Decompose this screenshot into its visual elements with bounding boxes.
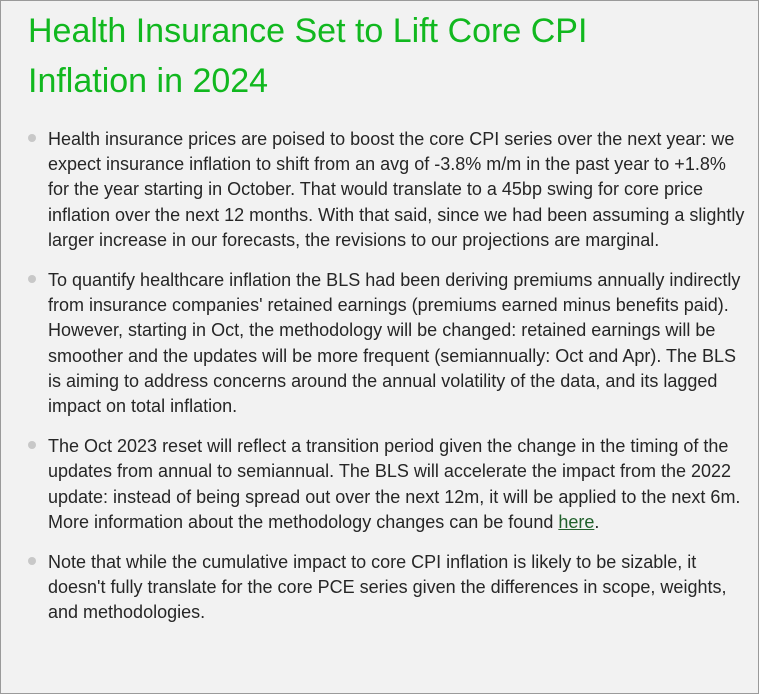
bullet-item-3 — [1, 434, 759, 535]
bullet-item-1 — [1, 127, 759, 253]
bullet-dot-icon — [28, 134, 36, 142]
bullet-list — [1, 127, 759, 641]
bullet-item-2 — [1, 268, 759, 419]
page-title — [28, 6, 587, 106]
bullet-text: Note that while the cumulative impact to core CPI inflation is likely to be sizable, it doesn't fully translate for the core PCE series given the differences in scope, weights, and methodologies. — [48, 552, 727, 623]
bullet-text: Health insurance prices are poised to boost the core CPI series over the next year: we expect insurance inflation to shift from an avg of -3.8% m/m in the past year to +1.8% for the year starting in October. That would translate to a 45bp swing for core price inflation over the next 12 months. With that said, since we had been assuming a slightly larger increase in our forecasts, the revisions to our projections are marginal. — [48, 129, 745, 250]
methodology-link[interactable]: here — [558, 511, 595, 532]
title-line-1: Health Insurance Set to Lift Core CPI — [28, 12, 588, 50]
bullet-text-before-link: The Oct 2023 reset will reflect a transition period given the change in the timing of the updates from annual to semiannual. The BLS will accelerate the impact from the 2022 update: instead of being spread out over the next 12m, it will be applied to the next 6m. More information about the methodology changes can be found — [48, 436, 741, 532]
bullet-text: To quantify healthcare inflation the BLS had been deriving premiums annually indirectly from insurance companies' retained earnings (premiums earned minus benefits paid). However, starting in Oct, the methodology will be changed: retained earnings will be smoother and the updates will be more frequent (semiannually: Oct and Apr). The BLS is aiming to address concerns around the annual volatility of the data, and its lagged impact on total inflation. — [48, 270, 741, 417]
bullet-item-4 — [1, 550, 759, 626]
bullet-dot-icon — [28, 557, 36, 565]
bullet-dot-icon — [28, 275, 36, 283]
bullet-text-after-link: . — [594, 511, 600, 532]
bullet-dot-icon — [28, 441, 36, 449]
title-line-2: Inflation in 2024 — [28, 62, 269, 100]
